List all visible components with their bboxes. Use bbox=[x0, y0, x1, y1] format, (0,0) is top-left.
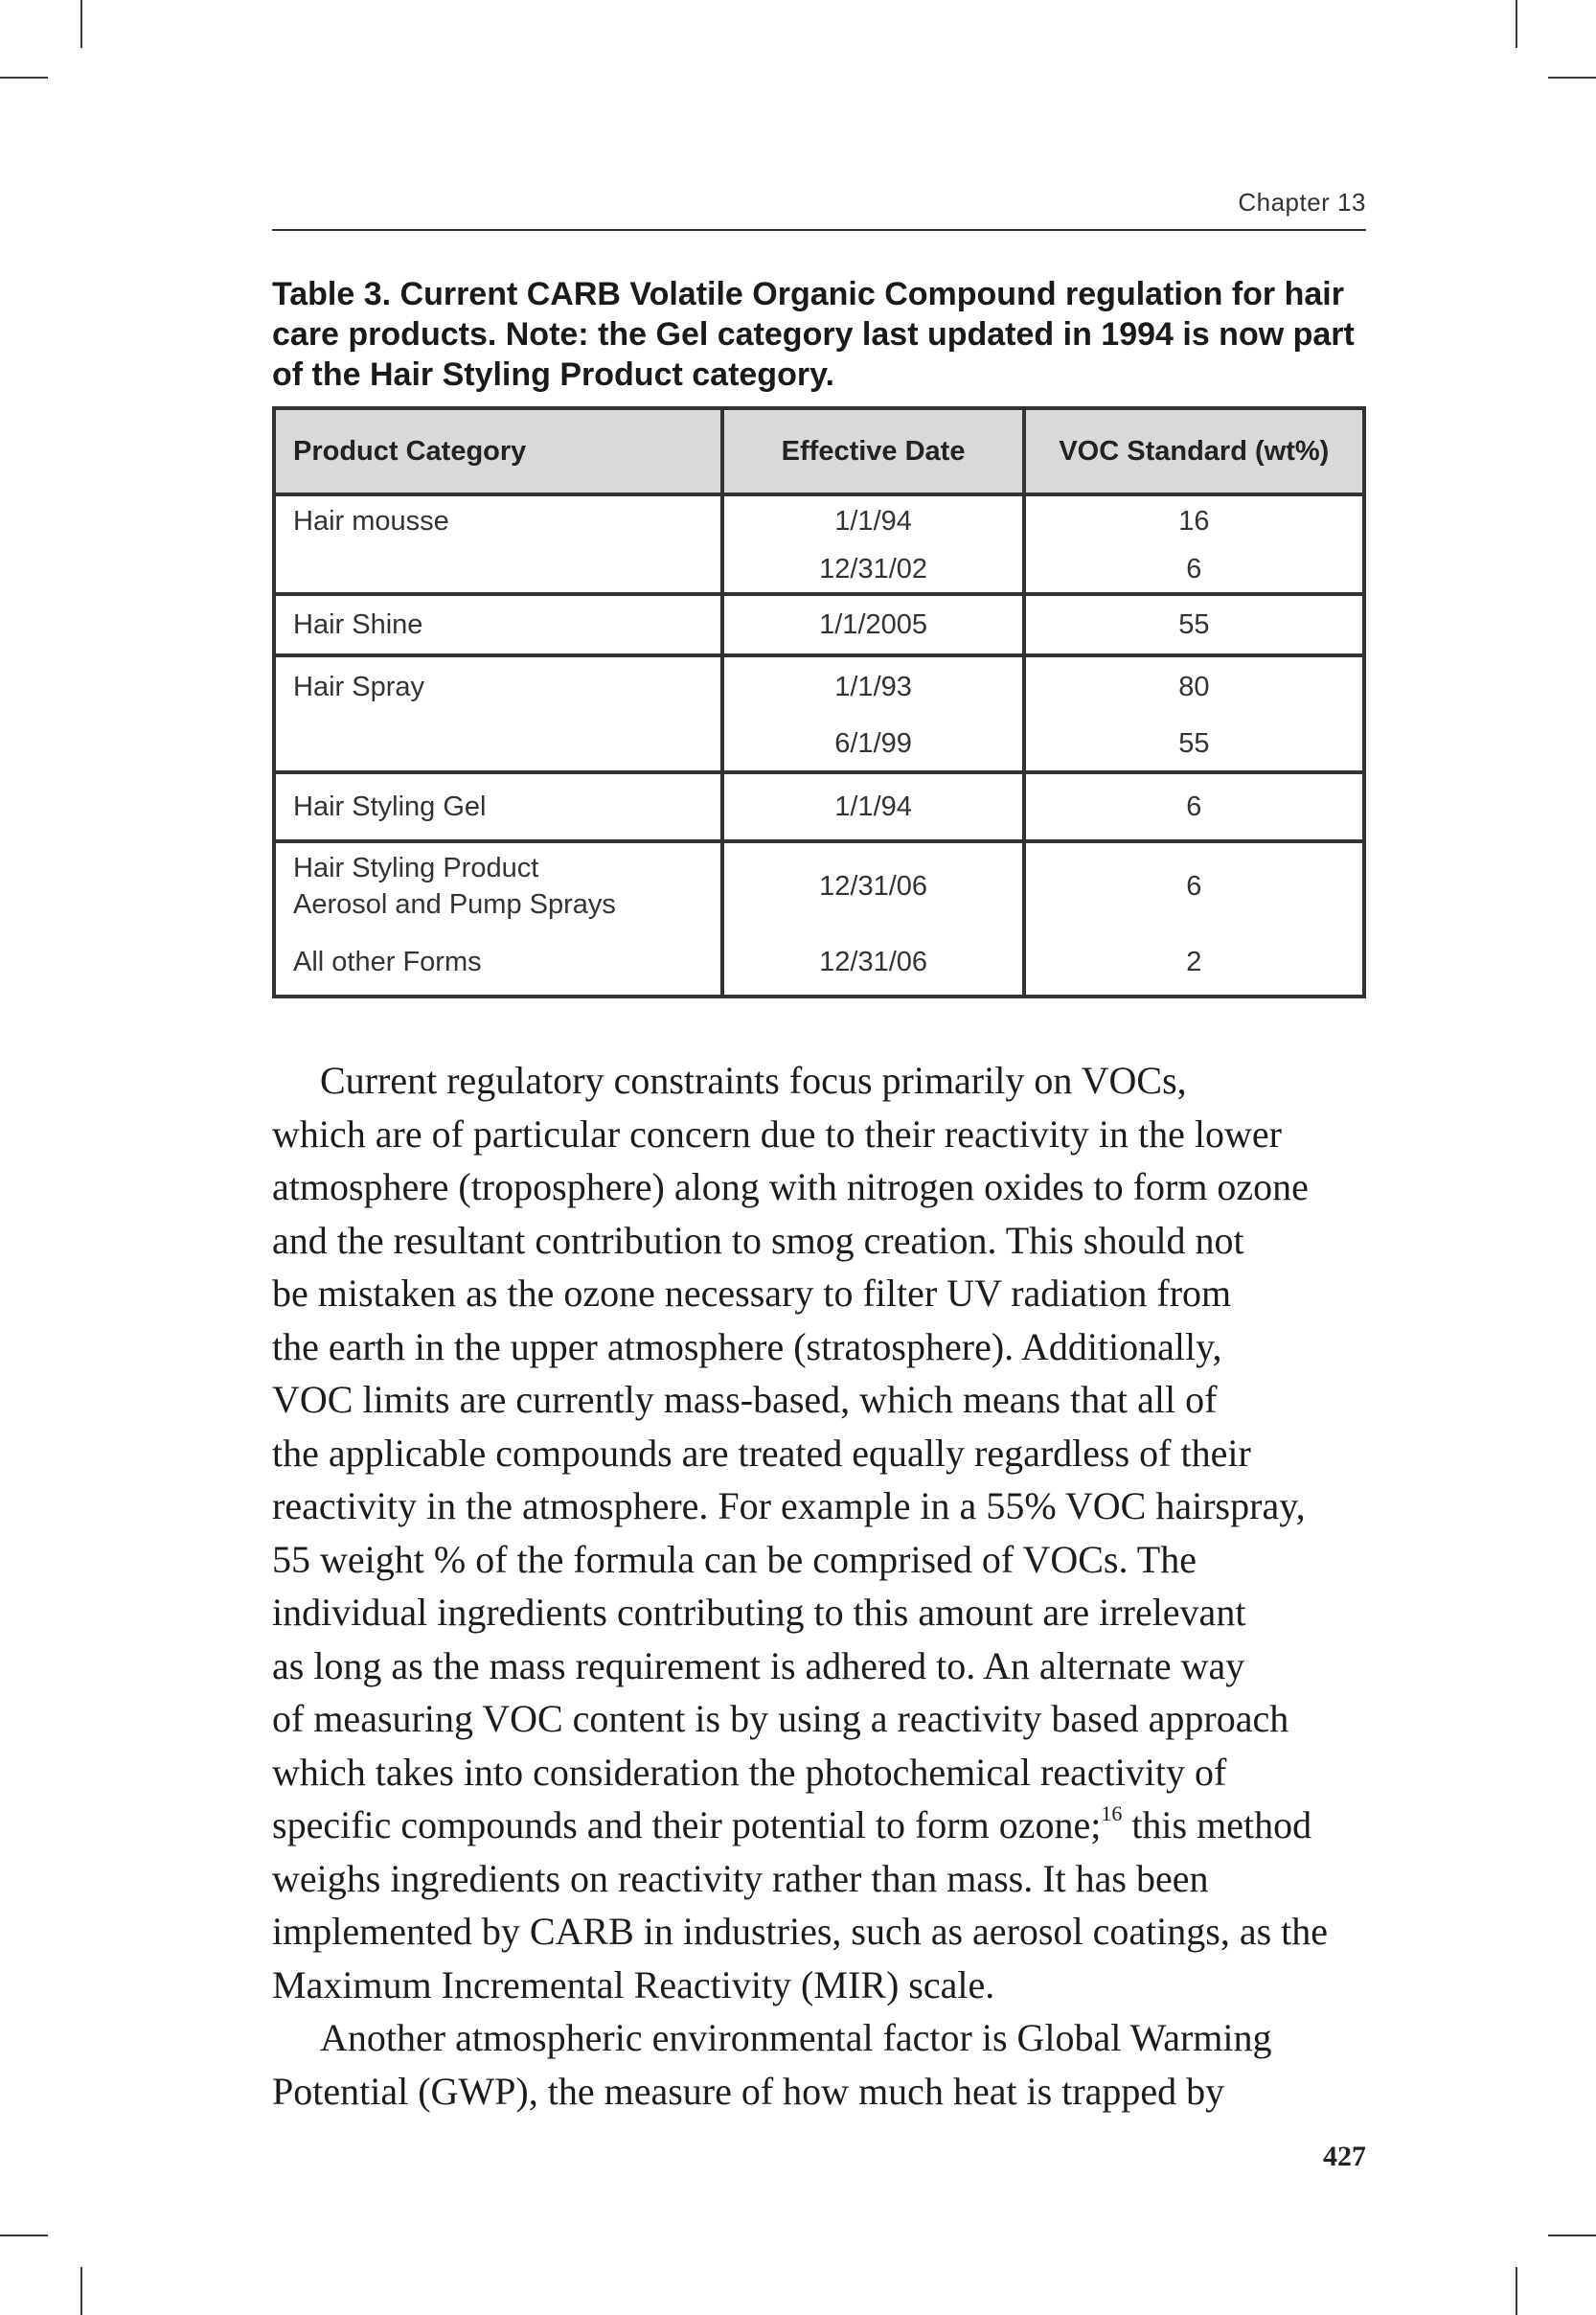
column-header-date: Effective Date bbox=[722, 408, 1023, 494]
text-line: specific compounds and their potential to form ozone; bbox=[272, 1803, 1102, 1846]
text-line: weighs ingredients on reactivity rather than mass. It has been bbox=[272, 1856, 1209, 1900]
crop-mark bbox=[1548, 2235, 1596, 2236]
text-line: implemented by CARB in industries, such as aerosol coatings, as the bbox=[272, 1910, 1329, 1953]
text-line: as long as the mass requirement is adhered to. An alternate way bbox=[272, 1643, 1245, 1687]
text-line: the applicable compounds are treated equally regardless of their bbox=[272, 1431, 1251, 1475]
running-header: Chapter 13 bbox=[1238, 188, 1366, 217]
cell-category: All other Forms bbox=[274, 929, 722, 997]
text-line: which takes into consideration the photochemical reactivity of bbox=[272, 1750, 1227, 1794]
text-line: Potential (GWP), the measure of how much heat is trapped by bbox=[272, 2069, 1225, 2113]
column-header-voc: VOC Standard (wt%) bbox=[1024, 408, 1364, 494]
text-line: of measuring VOC content is by using a reactivity based approach bbox=[272, 1697, 1289, 1740]
cell-category: Hair Spray bbox=[274, 655, 722, 717]
cell-voc: 55 bbox=[1024, 594, 1364, 655]
cell-category: Hair Styling Gel bbox=[274, 772, 722, 841]
cell-voc: 16 bbox=[1178, 505, 1210, 537]
text-line: the earth in the upper atmosphere (stratosphere). Additionally, bbox=[272, 1324, 1222, 1368]
cell-date: 1/1/94 bbox=[722, 494, 1023, 546]
cell-date: 1/1/2005 bbox=[722, 594, 1023, 655]
table-row bbox=[274, 772, 1364, 841]
text-line: be mistaken as the ozone necessary to filter UV radiation from bbox=[272, 1272, 1232, 1315]
cell-voc: 6 bbox=[1024, 772, 1364, 841]
cell-category: Hair mousse bbox=[274, 494, 722, 546]
text-line: Another atmospheric environmental factor is Global Warming bbox=[320, 2016, 1272, 2059]
text-line: Current regulatory constraints focus primarily on VOCs, bbox=[320, 1059, 1187, 1102]
cell-date: 12/31/02 bbox=[722, 546, 1023, 594]
crop-mark bbox=[1516, 2267, 1517, 2315]
crop-mark bbox=[80, 0, 82, 48]
crop-mark bbox=[1516, 0, 1517, 48]
cell-voc: 80 bbox=[1178, 671, 1210, 702]
voc-regulation-table bbox=[272, 406, 1366, 998]
header-rule bbox=[272, 229, 1366, 231]
cell-voc: 6 bbox=[1186, 870, 1202, 902]
crop-mark bbox=[0, 77, 48, 79]
table-row bbox=[274, 929, 1364, 997]
text-line: which are of particular concern due to their reactivity in the lower bbox=[272, 1112, 1282, 1156]
text-line: VOC limits are currently mass-based, which means that all of bbox=[272, 1378, 1218, 1421]
cell-date: 12/31/06 bbox=[722, 841, 1023, 929]
cell-category: Hair Shine bbox=[274, 594, 722, 655]
cell-voc: 55 bbox=[1024, 717, 1364, 772]
table-caption: Table 3. Current CARB Volatile Organic Compound regulation for hair care products. Note: the Gel category last updated in 1994 is now part of the Hair Styling Product category. bbox=[272, 276, 1355, 393]
cell-voc: 2 bbox=[1186, 946, 1202, 977]
table-row bbox=[274, 841, 1364, 929]
text-line: atmosphere (troposphere) along with nitrogen oxides to form ozone bbox=[272, 1165, 1309, 1208]
table-row bbox=[274, 594, 1364, 655]
table-row bbox=[274, 494, 1364, 546]
crop-mark bbox=[0, 2235, 48, 2236]
cell-category bbox=[274, 546, 722, 594]
text-line: 55 weight % of the formula can be comprised of VOCs. The bbox=[272, 1537, 1197, 1581]
cell-category bbox=[274, 717, 722, 772]
crop-mark bbox=[1548, 77, 1596, 79]
crop-mark bbox=[80, 2267, 82, 2315]
table-header-row bbox=[274, 408, 1364, 494]
column-header-category: Product Category bbox=[274, 408, 722, 494]
cell-date: 12/31/06 bbox=[722, 929, 1023, 997]
table-row bbox=[274, 546, 1364, 594]
cell-date: 1/1/94 bbox=[722, 772, 1023, 841]
text-line: reactivity in the atmosphere. For example in a 55% VOC hairspray, bbox=[272, 1484, 1306, 1527]
cell-date: 6/1/99 bbox=[722, 717, 1023, 772]
page-number: 427 bbox=[1323, 2141, 1366, 2172]
table-row bbox=[274, 655, 1364, 717]
text-line: Maximum Incremental Reactivity (MIR) scale. bbox=[272, 1962, 995, 2006]
footnote-reference: 16 bbox=[1101, 1801, 1123, 1825]
paragraph bbox=[272, 2011, 1374, 2118]
cell-category-line: Hair Styling Product bbox=[293, 853, 539, 883]
text-line: this method bbox=[1122, 1803, 1312, 1846]
cell-voc: 6 bbox=[1024, 546, 1364, 594]
text-line: and the resultant contribution to smog creation. This should not bbox=[272, 1218, 1244, 1262]
paragraph bbox=[272, 1054, 1374, 2011]
table-row bbox=[274, 717, 1364, 772]
cell-category-line: Aerosol and Pump Sprays bbox=[293, 889, 616, 920]
cell-category bbox=[274, 841, 722, 929]
body-text bbox=[272, 1054, 1374, 2118]
cell-date: 1/1/93 bbox=[722, 655, 1023, 717]
text-line: individual ingredients contributing to this amount are irrelevant bbox=[272, 1591, 1246, 1634]
